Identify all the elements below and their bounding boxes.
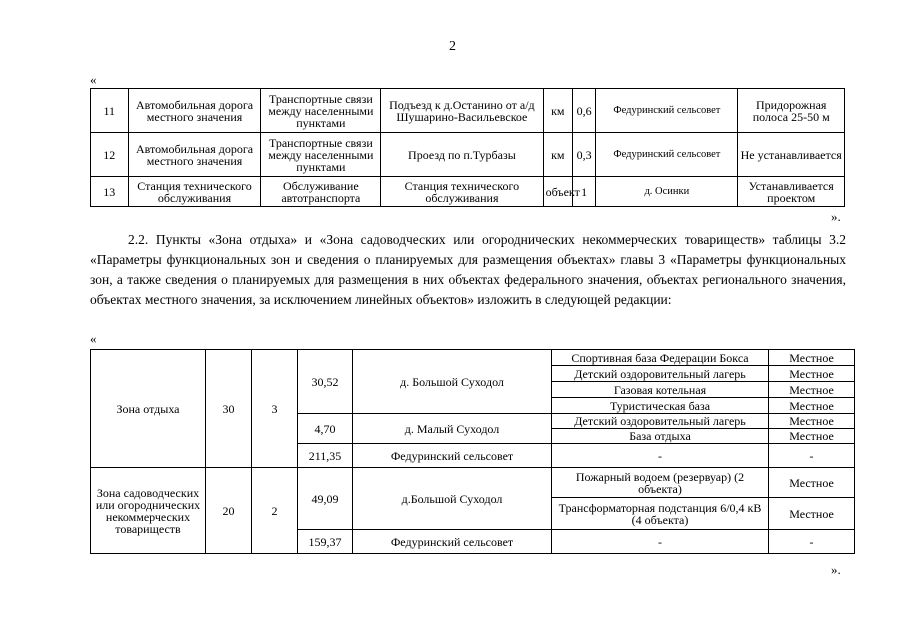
unit: км [543,133,572,177]
object-status: - [769,530,855,554]
object-status: Местное [769,414,855,429]
planned-object: Пожарный водоем (резервуар) (2 объекта) [552,468,769,498]
planned-object: Детский оздоровительный лагерь [552,414,769,429]
quote-open-1: « [90,72,97,87]
planned-object: Трансформаторная подстанция 6/0,4 кВ (4 объекта) [552,498,769,530]
planned-object: Детский оздоровительный лагерь [552,366,769,382]
object-status: Местное [769,366,855,382]
object-purpose: Транспортные связи между населенными пунктами [261,133,381,177]
unit: объект [543,177,572,207]
zone-col-1: 20 [206,468,252,554]
object-status: Местное [769,382,855,398]
quote-close-1: ». [831,209,841,224]
zone: Придорожная полоса 25-50 м [738,89,845,133]
object-status: Местное [769,468,855,498]
zone-area: 49,09 [298,468,353,530]
object-name: Станция технического обслуживания [381,177,543,207]
location: д. Осинки [596,177,738,207]
row-number: 13 [91,177,129,207]
row-number: 12 [91,133,129,177]
amendment-paragraph [90,230,846,310]
table-row [91,468,855,498]
zone-place: д. Малый Суходол [353,414,552,444]
table-row [91,89,845,133]
page-number: 2 [449,39,456,54]
table-functional-zones [90,349,855,554]
table-row [91,350,855,366]
object-status: Местное [769,498,855,530]
row-number: 11 [91,89,129,133]
planned-object: - [552,530,769,554]
zone-place: Федуринский сельсовет [353,530,552,554]
object-status: Местное [769,398,855,414]
value: 0,6 [573,89,596,133]
zone-area: 4,70 [298,414,353,444]
object-status: Местное [769,429,855,444]
zone-col-2: 3 [252,350,298,468]
planned-object: Спортивная база Федерации Бокса [552,350,769,366]
zone-col-1: 30 [206,350,252,468]
zone: Не устанавливается [738,133,845,177]
location: Федуринский сельсовет [596,133,738,177]
unit: км [543,89,572,133]
object-name: Подъезд к д.Останино от а/д Шушарино-Васильевское [381,89,543,133]
planned-object: База отдыха [552,429,769,444]
zone: Устанавливается проектом [738,177,845,207]
location: Федуринский сельсовет [596,89,738,133]
object-purpose: Транспортные связи между населенными пунктами [261,89,381,133]
zone-place: д. Большой Суходол [353,350,552,414]
zone-name: Зона отдыха [91,350,206,468]
quote-close-2: ». [831,562,841,577]
zone-place: д.Большой Суходол [353,468,552,530]
value: 0,3 [573,133,596,177]
value: 1 [573,177,596,207]
object-status: - [769,444,855,468]
zone-area: 30,52 [298,350,353,414]
zone-place: Федуринский сельсовет [353,444,552,468]
amendment-text: 2.2. Пункты «Зона отдыха» и «Зона садоводческих или огороднических некоммерческих товариществ» таблицы 3.2 «Параметры функциональных зон и сведения о планируемых для размещения объектах» главы 3 «Параметры функциональных зон, а также сведения о планируемых для размещения в них объектах федерального значения, объектах регионального значения, объектах местного значения, за исключением линейных объектов» изложить в следующей редакции: [90,232,846,307]
object-type: Станция технического обслуживания [128,177,261,207]
object-type: Автомобильная дорога местного значения [128,89,261,133]
table-planned-objects [90,88,845,207]
planned-object: - [552,444,769,468]
object-purpose: Обслуживание автотранспорта [261,177,381,207]
zone-area: 211,35 [298,444,353,468]
table-row [91,133,845,177]
table-row [91,177,845,207]
planned-object: Газовая котельная [552,382,769,398]
zone-name: Зона садоводческих или огороднических некоммерческих товариществ [91,468,206,554]
object-status: Местное [769,350,855,366]
object-name: Проезд по п.Турбазы [381,133,543,177]
quote-open-2: « [90,331,97,346]
object-type: Автомобильная дорога местного значения [128,133,261,177]
planned-object: Туристическая база [552,398,769,414]
zone-col-2: 2 [252,468,298,554]
zone-area: 159,37 [298,530,353,554]
